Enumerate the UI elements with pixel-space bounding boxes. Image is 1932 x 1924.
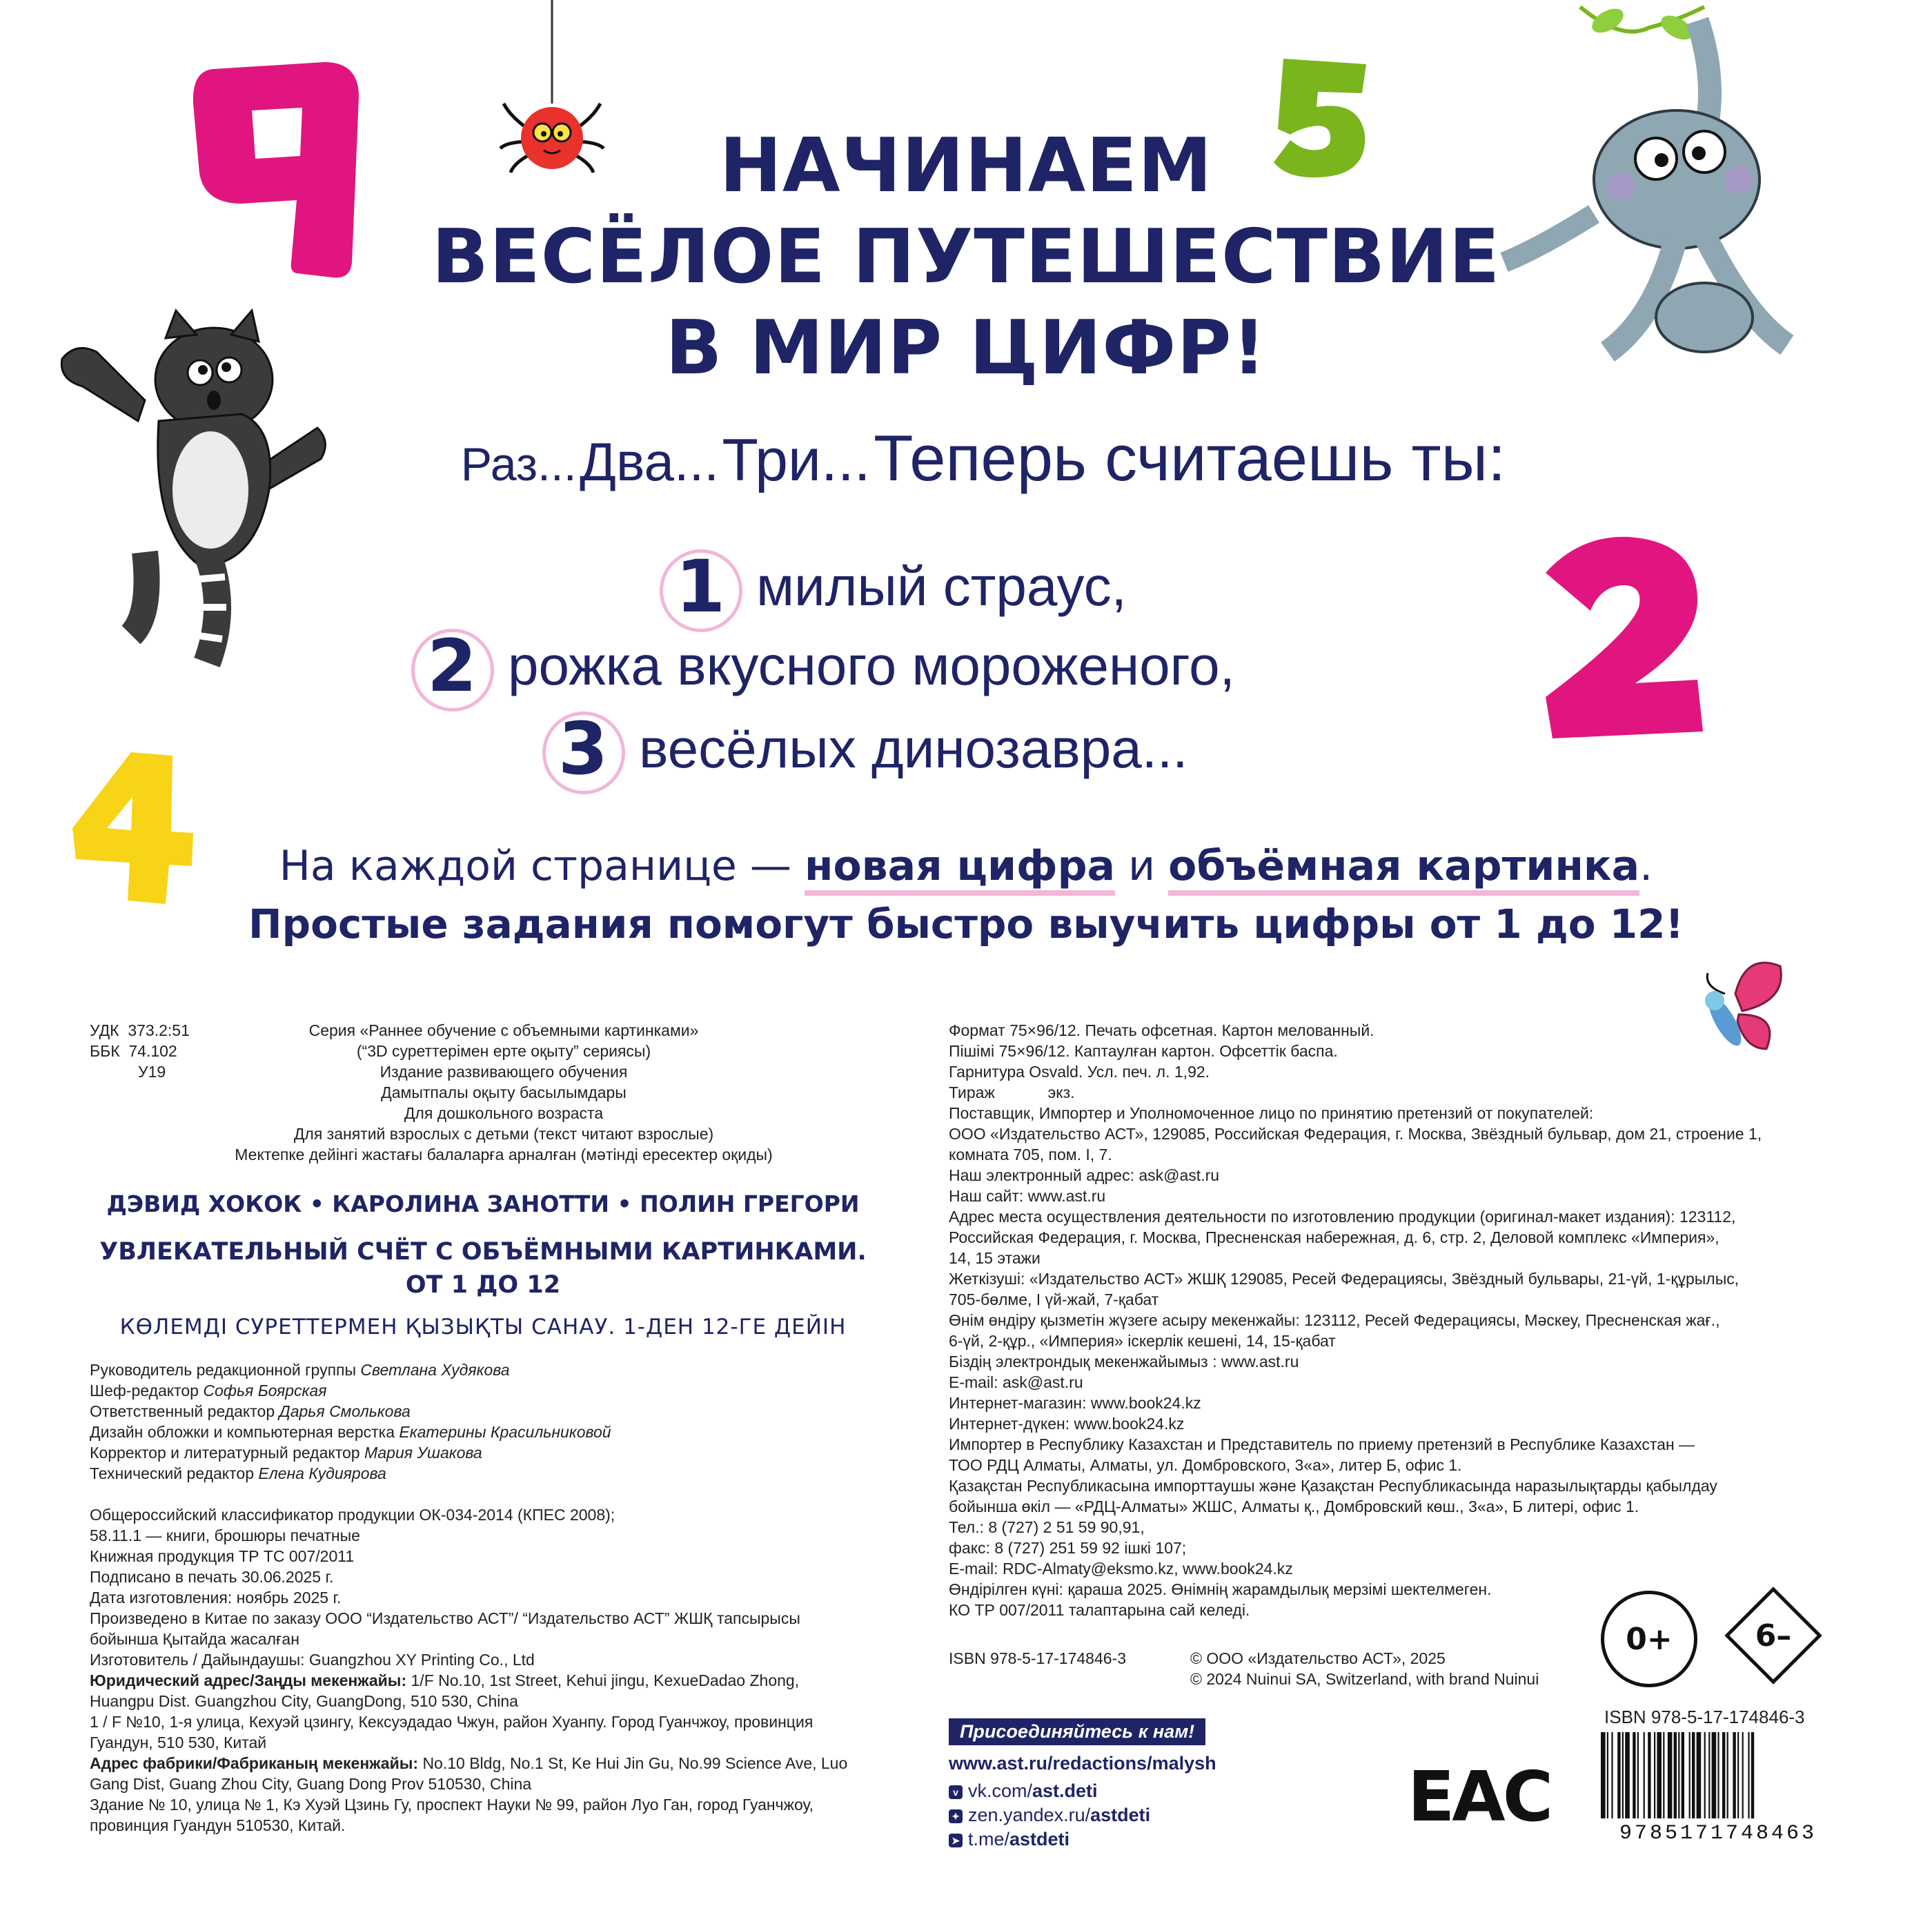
counting-number-badge [538,707,628,790]
isbn-text: ISBN 978-5-17-174846-3 [949,1649,1126,1667]
barcode-bar [1637,1732,1639,1818]
vk-icon: v [949,1785,963,1799]
barcode-bar [1648,1732,1650,1818]
count-lead-you-count: Теперь считаешь ты: [874,422,1506,494]
barcode-bar [1727,1732,1728,1818]
book-title-line-2: ОТ 1 ДО 12 [405,1271,561,1299]
count-lead-tri: Три... [722,427,871,493]
telegram-icon: ➤ [949,1834,963,1847]
barcode-bar [1737,1732,1739,1818]
barcode-bar [1722,1732,1725,1818]
pink-nine-digit [186,55,366,283]
book-title-line-1: УВЛЕКАТЕЛЬНЫЙ СЧЁТ С ОБЪЁМНЫМИ КАРТИНКАМИ. [99,1238,867,1266]
staff-row: Ответственный редактор Дарья Смолькова [90,1402,411,1420]
cat-illustration [48,304,338,690]
counting-digit: 2 [426,624,477,708]
counting-number-badge [407,625,497,707]
barcode [1601,1732,1835,1832]
page-description-line-1 [179,842,1753,890]
barcode-bar [1742,1732,1744,1818]
barcode-isbn: ISBN 978-5-17-174846-3 [1604,1707,1805,1727]
barcode-bar [1622,1732,1624,1818]
barcode-bar [1654,1732,1655,1818]
counting-number-badge [656,545,745,628]
highlight-new-digit: новая цифра [805,842,1115,896]
barcode-bar [1657,1732,1662,1818]
authors: ДЭВИД ХОКОК • КАРОЛИНА ЗАНОТТИ • ПОЛИН ГРЕГОРИ [106,1190,860,1217]
book-title [90,1235,876,1302]
staff-row: Технический редактор Елена Кудиярова [90,1464,386,1482]
pink-two-digit [1525,531,1711,745]
barcode-digits: 9785171748463 [1619,1822,1817,1845]
barcode-bar [1689,1732,1690,1818]
eac-mark: EAC [1408,1756,1551,1837]
age-6minus-badge [1732,1594,1815,1677]
site-link[interactable]: www.ast.ru/redactions/malysh [949,1753,1216,1774]
counting-text: милый страус, [756,556,1127,617]
counting-text: весёлых динозавра... [639,718,1188,779]
classification-code: У19 [138,1063,166,1081]
udk-value: 373.2:51 [128,1021,190,1039]
series-line: Мектепке дейінгі жастағы балаларға арналған (мәтінді ересектер оқиды) [235,1146,773,1164]
barcode-bar [1678,1732,1679,1818]
barcode-bar [1692,1732,1695,1818]
staff-list [90,1359,883,1484]
count-lead-dva: Два... [580,431,719,492]
staff-row: Корректор и литературный редактор Мария Ушакова [90,1444,482,1462]
zen-link[interactable]: ✦ zen.yandex.ru/astdeti [949,1805,1150,1826]
copyright-block: © ООО «Издательство АСТ», 2025 © 2024 Nuinui SA, Switzerland, with brand Nuinui [1190,1649,1539,1688]
barcode-bar [1704,1732,1706,1818]
age-rating-6minus: 6– [1755,1618,1792,1653]
barcode-bar [1674,1732,1677,1818]
classification-block [90,1020,200,1082]
udk-label: УДК [90,1021,119,1039]
join-us-banner: Присоединяйтесь к нам! [949,1718,1205,1745]
count-lead-raz: Раз... [460,438,577,491]
barcode-bar [1625,1732,1630,1818]
headline-line-1: НАЧИНАЕМ [719,123,1213,209]
bbk-value: 74.102 [128,1042,177,1060]
count-lead [345,421,1621,495]
book-title-kz: КӨЛЕМДІ СУРЕТТЕРМЕН ҚЫЗЫҚТЫ САНАУ. 1-ДЕН 12-ГЕ ДЕЙІН [119,1315,847,1339]
page-line-suffix: . [1639,842,1653,890]
headline-line-3: В МИР ЦИФР! [665,305,1267,391]
factory-address: Адрес фабрики/Фабриканың мекенжайы: No.10 Bldg, No.1 St, Ke Hui Jin Gu, No.99 Science Ave, Luo [90,1754,848,1772]
highlight-3d-picture: объёмная картинка [1168,842,1639,896]
series-line: Для занятий взрослых с детьми (текст читают взрослые) [293,1125,714,1143]
barcode-bar [1663,1732,1664,1818]
zen-icon: ✦ [949,1809,963,1823]
page-line-prefix: На каждой странице — [279,842,791,890]
staff-row: Шеф-редактор Софья Боярская [90,1382,327,1400]
barcode-bar [1708,1732,1710,1818]
counting-line-1 [656,545,1127,628]
barcode-bar [1682,1732,1684,1818]
vk-link[interactable]: v vk.com/ast.deti [949,1780,1098,1802]
series-line: (“3D суреттерімен ерте оқыту” сериясы) [356,1042,651,1060]
series-line: Дамытпалы оқыту басылымдары [381,1083,627,1101]
production-info: Общероссийский классификатор продукции ОК-034-2014 (КПЕС 2008); 58.11.1 — книги, брошюры печатные Книжная продукция ТР ТС 007/2011 Подписано в печать 30.06.2025 г. Дата изготовления: ноябрь 2025 г. Произведено в Китае по заказу ООО “Издательство АСТ”/ “Издательство АСТ” ЖШҚ тапсырысы бойынша Қытайда жасалған Изготовитель / Дайындаушы: Guangzhou XY Printing Co., Ltd Юридический адрес/Заңды мекенжайы: 1/F No.10, 1st Street, Kehui jingu, KexueDadao Zhong, Huangpu Dist. Guangzhou City, GuangDong, 510 530, China 1 / F №10, 1-я улица, Кехуэй цзингу, Кексуэдадао Чжун, район Хуанпу. Город Гуанчжоу, провинция Гуандун, 510 530, Китай Адрес фабрики/Фабриканың мекенжайы: No.10 Bldg, No.1 St, Ke Hui Jin Gu, No.99 Science Ave, Luo Gang Dist, Guang Zhou City, Guang Dong Prov 510530, China Здание № 10, улица № 1, Кэ Хуэй Цзинь Гу, проспект Науки № 99, район Луо Ган, город Гуанчжоу, провинция Гуандун 510530, Китай. [90,1504,918,1836]
age-rating-0plus: 0+ [1601,1591,1697,1687]
legal-address: Юридический адрес/Заңды мекенжайы: 1/F No.10, 1st Street, Kehui jingu, KexueDadao Zhong, [90,1671,800,1689]
barcode-bar [1611,1732,1613,1818]
headline [345,121,1587,394]
barcode-bar [1633,1732,1635,1818]
staff-row: Руководитель редакционной группы Светлана Худякова [90,1361,510,1379]
series-block [228,1020,780,1165]
bbk-label: ББК [90,1042,120,1060]
series-line: Серия «Раннее обучение с объемными картинками» [308,1021,699,1039]
barcode-bar [1607,1732,1608,1818]
barcode-bar [1748,1732,1749,1818]
counting-digit: 3 [558,707,609,791]
telegram-link[interactable]: ➤ t.me/astdeti [949,1829,1070,1850]
page-description-line-2: Простые задания помогут быстро выучить цифры от 1 до 12! [248,901,1684,948]
barcode-bar [1697,1732,1702,1818]
counting-text: рожка вкусного мороженого, [508,635,1235,696]
series-line: Издание развивающего обучения [379,1063,628,1081]
barcode-bar [1717,1732,1719,1818]
barcode-bar [1712,1732,1717,1818]
barcode-bar [1751,1732,1754,1818]
staff-row: Дизайн обложки и компьютерная верстка Екатерины Красильниковой [90,1423,611,1441]
barcode-bar [1617,1732,1620,1818]
imprint-info: Формат 75×96/12. Печать офсетная. Картон мелованный. Пішімі 75×96/12. Каптаулған картон. Офсеттік баспа. Гарнитура Osvald. Усл. печ. л. 1,92. Тираж экз. Поставщик, Импортер и Уполномоченное лицо по принятию претензий от покупателей: ООО «Издательство АСТ», 129085, Российская Федерация, г. Москва, Звёздный бульвар, дом 21, строение 1, комната 705, пом. I, 7. Наш электронный адрес: ask@ast.ru Наш сайт: www.ast.ru Адрес места осуществления деятельности по изготовлению продукции (оригинал-макет издания): 123112, Российская Федерация, г. Москва, Пресненская набережная, д. 6, стр. 2, Деловой комплекс «Империя», 14, 15 этажи Жеткізуші: «Издательство АСТ» ЖШҚ 129085, Ресей Федерациясы, Звёздный бульвары, 21-үй, 1-құрылыс, 705-бөлме, I үй-жай, 7-қабат Өнім өндіру қызметін жүзеге асыру мекенжайы: 123112, Ресей Федерациясы, Мәскеу, Пресненская жағ., 6-үй, 2-құр., «Империя» іскерлік кешені, 14, 15-қабат Біздің электрондық мекенжайымыз : www.ast.ru E-mail: ask@ast.ru Интернет-магазин: www.book24.kz Интернет-дүкен: www.book24.kz Импортер в Республику Казахстан и Представитель по приему претензий в Республике Казахстан — ТОО РДЦ Алматы, Алматы, ул. Домбровского, 3«а», литер Б, офис 1. Қазақстан Республикасына импорттаушы және Қазақстан Республикасында наразылықтарды қабылдау бойынша өкіл — «РДЦ-Алматы» ЖШС, Алматы қ., Домбровский көш., 3«а», Б литері, офис 1. Тел.: 8 (727) 2 51 59 90,91, факс: 8 (727) 251 59 92 ішкі 107; E-mail: RDC-Almaty@eksmo.kz, www.book24.kz Өндірілген күні: қараша 2025. Өнімнің жарамдылық мерзімі шектелмеген. КО ТР 007/2011 талаптарына сай келеді. [949,1021,1762,1619]
series-line: Для дошкольного возраста [404,1104,604,1122]
barcode-bar [1733,1732,1735,1818]
barcode-bar [1601,1732,1606,1818]
headline-line-2: ВЕСЁЛОЕ ПУТЕШЕСТВИЕ [431,214,1501,300]
counting-digit: 1 [675,544,726,629]
barcode-bar [1668,1732,1673,1818]
counting-line-3 [538,707,1187,790]
page-line-and: и [1128,842,1156,890]
barcode-bar [1644,1732,1645,1818]
counting-line-2 [407,625,1235,707]
